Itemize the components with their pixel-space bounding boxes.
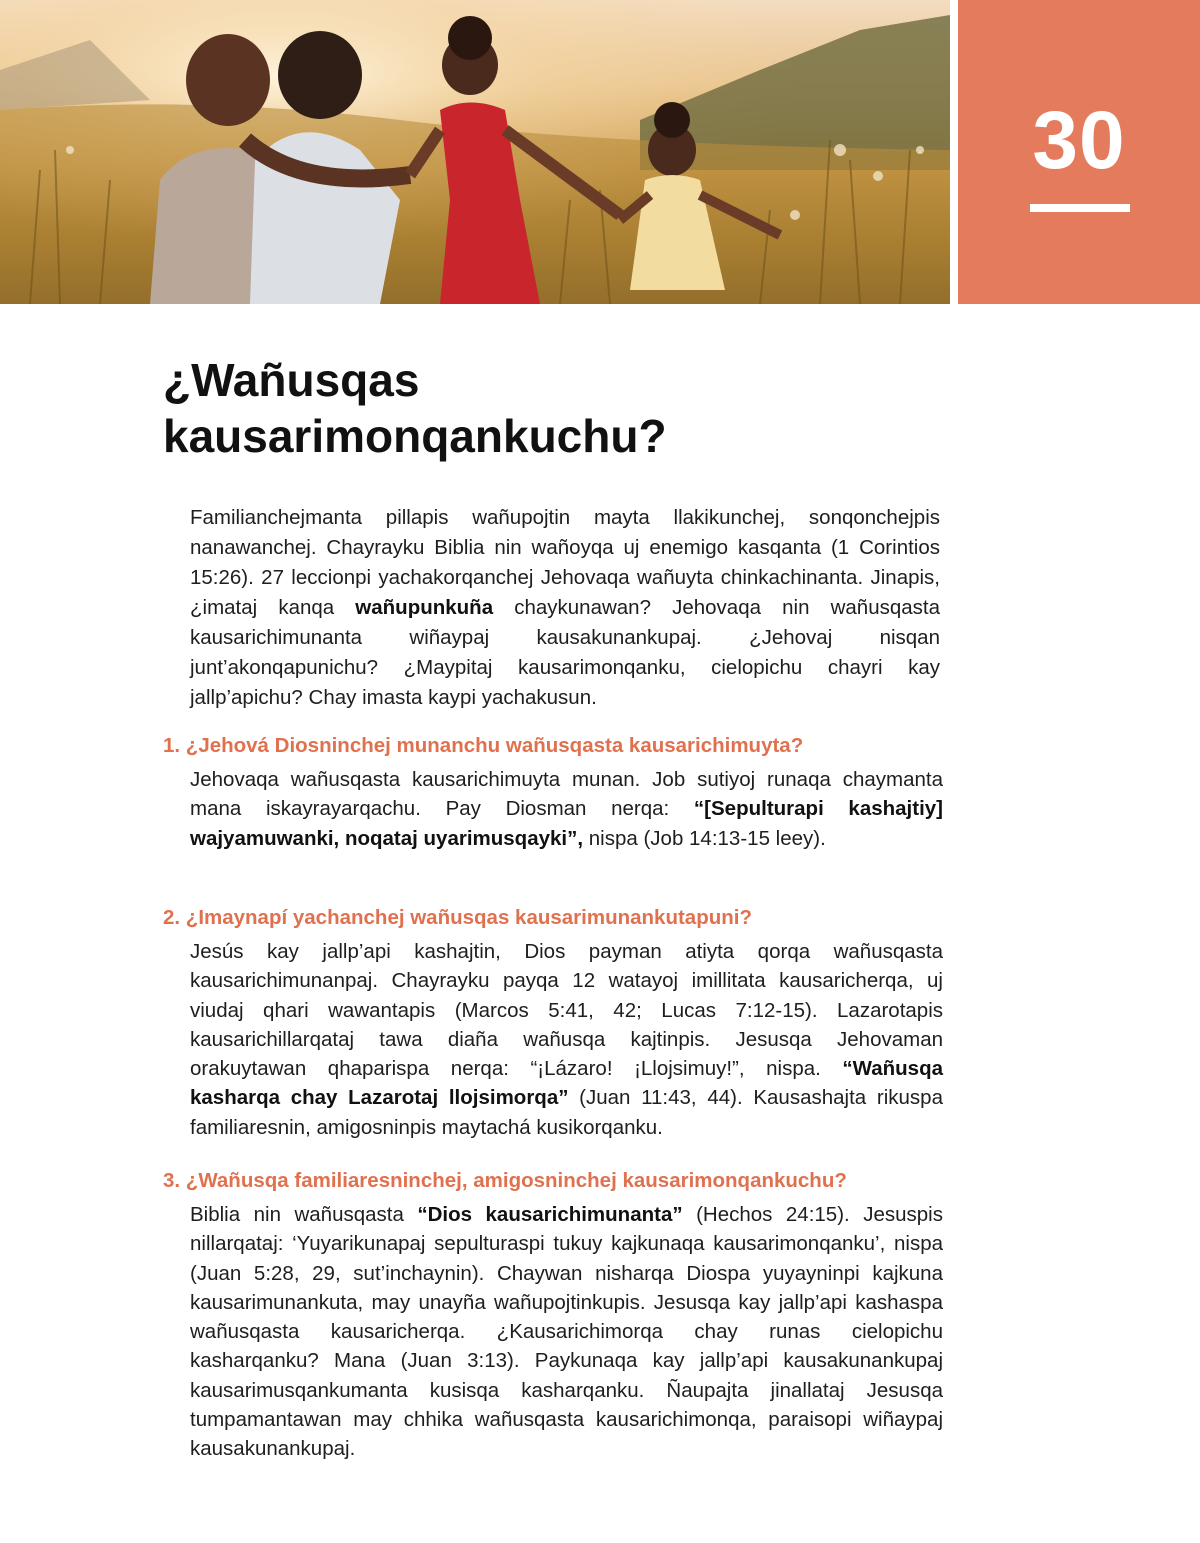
answer-text: (Juan 11:43, 44). Kausashajta rikuspa familiaresnin, amigosninpis maytachá kusikorqanku. xyxy=(190,1086,943,1139)
answer-text: Jesús kay jallp’api kashajtin, Dios payman atiyta qorqa wañusqasta kausarichimunanpaj. Chayrayku payqa 12 watayoj imillitata kausaricherqa, uj viudaj qhari wawantapis (Marcos 5:41, 42; Lucas 7:12-15). Lazarotapis kausarichillarqataj tawa diaña wañusqa kajtinpis. Jesusqa Jehovaman orakuytawan qhaparispa nerqa: “¡Lázaro! ¡Llojsimuy!”, nispa. xyxy=(190,940,943,1081)
lesson-number-box xyxy=(958,0,1200,304)
lesson-number-underline xyxy=(1030,204,1130,212)
question-heading: 1. ¿Jehová Diosninchej munanchu wañusqasta kausarichimuyta? xyxy=(163,734,804,757)
question-section-1 xyxy=(163,731,943,853)
family-meadow-illustration xyxy=(0,0,950,304)
hero-photo xyxy=(0,0,950,304)
question-section-2 xyxy=(163,903,943,1142)
page-title xyxy=(163,352,923,464)
answer-paragraph xyxy=(190,937,943,1142)
answer-bold-quote: “[Sepulturapi kashajtiy] wajyamuwanki, noqataj uyarimusqayki”, xyxy=(190,797,943,850)
answer-text: (Hechos 24:15). Jesuspis nillarqataj: ‘Yuyarikunapaj sepulturaspi tukuy kajkunaqa kausarimonqanku’, nispa (Juan 5:28, 29, sut’inchaynin). Chaywan nisharqa Diospa yuyayninpi kajkuna kausarimunankuta, may unayña wañupojtinkupis. Jesusqa kay jallp’api kashaspa wañusqasta kausaricherqa. ¿Kausarichimorqa chay runas cielopichu kasharqanku? Mana (Juan 3:13). Paykunaqa kay jallp’api kausakunankupaj kausarimusqankumanta kusisqa kasharqanku. Ñaupajta jinallataj Jesusqa tumpamantawan may chhika wañusqasta kausarichimonqa, paraisopi wiñaypaj kausakunankupaj. xyxy=(190,1203,943,1461)
answer-text: Biblia nin wañusqasta xyxy=(190,1203,418,1226)
question-heading: 2. ¿Imaynapí yachanchej wañusqas kausarimunankutapuni? xyxy=(163,906,752,929)
question-heading: 3. ¿Wañusqa familiaresninchej, amigosninchej kausarimonqankuchu? xyxy=(163,1169,847,1192)
answer-paragraph xyxy=(190,1200,943,1464)
lesson-number: 30 xyxy=(1032,95,1126,186)
answer-paragraph xyxy=(190,765,943,853)
intro-bold-term: wañupunkuña xyxy=(355,596,494,619)
answer-text: Jehovaqa wañusqasta kausarichimuyta munan. Job sutiyoj runaqa chaymanta mana iskayrayarqachu. Pay Diosman nerqa: xyxy=(190,768,943,821)
answer-bold-quote: “Wañusqa kasharqa chay Lazarotaj llojsimorqa” xyxy=(190,1057,943,1110)
page-title-line-1: ¿Wañusqas xyxy=(163,354,420,406)
intro-paragraph xyxy=(190,503,940,713)
answer-text: nispa (Job 14:13-15 leey). xyxy=(583,826,826,850)
page-title-line-2: kausarimonqankuchu? xyxy=(163,410,667,462)
intro-text-2: chaykunawan? Jehovaqa nin wañusqasta kausarichimunanta wiñaypaj kausakunankupaj. ¿Jehovaj nisqan junt’akonqapunichu? ¿Maypitaj kausarimonqanku, cielopichu chayri kay jallp’apichu? Chay imasta kaypi yachakusun. xyxy=(190,596,941,709)
intro-text-1: Familianchejmanta pillapis wañupojtin mayta llakikunchej, sonqonchejpis nanawanchej. Chayrayku Biblia nin wañoyqa uj enemigo kasqanta (1 Corintios 15:26). 27 leccionpi yachakorqanchej Jehovaqa wañuyta chinkachinanta. Jinapis, ¿imataj kanqa xyxy=(190,506,940,619)
answer-bold-quote: “Dios kausarichimunanta” xyxy=(417,1203,683,1226)
question-section-3 xyxy=(163,1166,943,1464)
